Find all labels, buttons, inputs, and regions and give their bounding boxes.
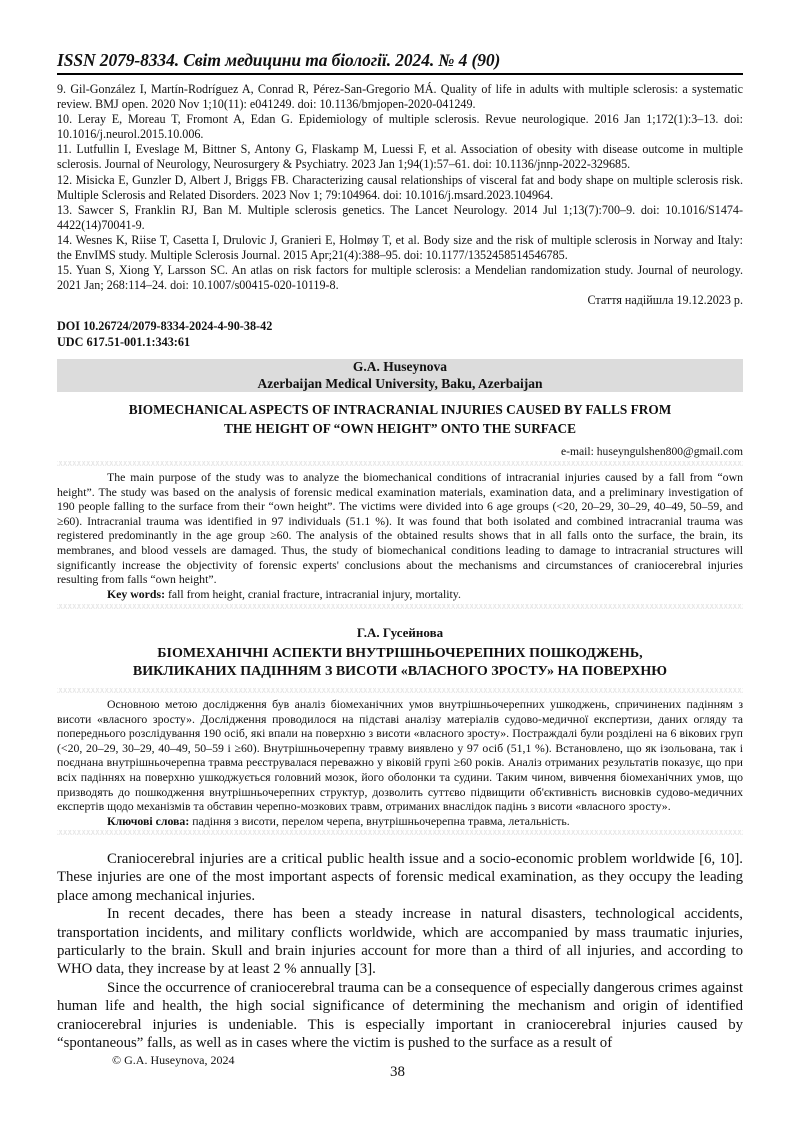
reference-item: 12. Misicka E, Gunzler D, Albert J, Briggs FB. Characterizing causal relationships of visceral fat and body shape on multiple sclerosis risk. Multiple Sclerosis and Related Disorders. 2023 Nov 1; 79:104964. doi: 10.1016/j.msard.2023.104964. [57,172,743,202]
body-paragraph: Since the occurrence of craniocerebral trauma can be a consequence of especially dangerous crimes against human life and health, the high social significance of determining the mechanism and origin of identified craniocerebral injuries is undeniable. This is especially important in craniocerebral injuries caused by “spontaneous” falls, as well as in cases where the victim is pushed to the surface as a result of [57,979,743,1052]
title-line: ВИКЛИКАНИХ ПАДІННЯМ З ВИСОТИ «ВЛАСНОГО ЗРОСТУ» НА ПОВЕРХНЮ [132,663,668,679]
doi-block [57,319,272,350]
abstract-text: Основною метою дослідження був аналіз біомеханічних умов внутрішньочерепних ушкоджень, спричинених падінням з висоти «власного зросту». Дослідження проводилося на підставі аналізу матеріалів судово-медичної експертизи, даних огляду та попереднього розслідування 190 осіб, які впали на поверхню з висоти «власного зросту». Постраждалі були розділені на 6 вікових груп (<20, 20–29, 30–29, 40–49, 50–59 і ≥60). Внутрішньочерепну травму виявлено у 97 осіб (51,1 %). Встановлено, що як ізольована, так і поєднана внутрішньочерепна травма реєструвалася переважно у віковій групі ≥60 років. Аналіз отриманих результатів показує, що при всіх падіннях на поверхню ушкоджується головний мозок, його оболонки та судини. Таким чином, вивчення біомеханічних умов, що призводять до пошкодження внутрішньочерепних структур, дозволить суттєво підвищити об'єктивність висновків судово-медичних експертів щодо механізмів та обставин черепно-мозкових травм, отриманих внаслідок падінь з висоти «власного зросту». [57,697,743,814]
article-title-ua [57,645,743,680]
page-number: 38 [390,1064,405,1080]
journal-header: ISSN 2079-8334. Світ медицини та біології. 2024. № 4 (90) [57,50,743,75]
udc: UDC 617.51-001.1:343:61 [57,334,191,349]
reference-item: 15. Yuan S, Xiong Y, Larsson SC. An atlas on risk factors for multiple sclerosis: a Mendelian randomization study. Journal of neurology. 2021 Jan; 268:114–24. doi: 10.1007/s00415-020-10119-8. [57,263,743,293]
reference-item: 14. Wesnes K, Riise T, Casetta I, Drulovic J, Granieri E, Holmøy T, et al. Body size and the risk of multiple sclerosis in Norway and Italy: the EnvIMS study. Multiple Sclerosis Journal. 2015 Apr;21(4):388–95. doi: 10.1177/1352458514546785. [57,232,743,263]
author-affiliation: Azerbaijan Medical University, Baku, Azerbaijan [257,375,543,391]
received-date: Стаття надійшла 19.12.2023 р. [587,293,743,308]
reference-item: 9. Gil-González I, Martín-Rodríguez A, Conrad R, Pérez-San-Gregorio MÁ. Quality of life in adults with multiple sclerosis: a systematic review. BMJ open. 2020 Nov 1;10(11): e041249. doi: 10.1136/bmjopen-2020-041249. [57,82,743,112]
copyright-notice: © G.A. Huseynova, 2024 [112,1053,235,1067]
keywords-label: Ключові слова: [107,813,190,828]
reference-item: 10. Leray E, Moreau T, Fromont A, Edan G. Epidemiology of multiple sclerosis. Revue neurologique. 2016 Jan 1;172(1):3–13. doi: 10.1016/j.neurol.2015.10.006. [57,112,743,142]
doi: DOI 10.26724/2079-8334-2024-4-90-38-42 [57,319,273,333]
separator-wave [57,461,743,466]
keywords-label: Key words: [107,586,165,601]
abstract-ua [57,697,743,828]
keywords-list: падіння з висоти, перелом черепа, внутрішньочерепна травма, летальність. [189,813,570,828]
separator-wave [57,688,743,693]
author-box [57,359,743,392]
title-line: THE HEIGHT OF “OWN HEIGHT” ONTO THE SURFACE [223,420,577,436]
title-line: БІОМЕХАНІЧНІ АСПЕКТИ ВНУТРІШНЬОЧЕРЕПНИХ ПОШКОДЖЕНЬ, [157,646,643,661]
body-paragraph: In recent decades, there has been a steady increase in natural disasters, technological accidents, transportation incidents, and military conflicts worldwide, which are accompanied by mass traumatic injuries, particularly to the brain. Skull and brain injuries account for more than a third of all injuries, and according to WHO data, they increase by at least 2 % annually [3]. [57,906,743,978]
author-email: e-mail: huseyngulshen800@gmail.com [561,445,743,458]
separator-wave [57,604,743,609]
title-line: BIOMECHANICAL ASPECTS OF INTRACRANIAL INJURIES CAUSED BY FALLS FROM [128,402,672,417]
reference-item: 11. Lutfullin I, Eveslage M, Bittner S, Antony G, Flaskamp M, Luessi F, et al. Association of obesity with disease outcome in multiple sclerosis. Journal of Neurology, Neurosurgery & Psychiatry. 2023 Jan 1;94(1):57–61. doi: 10.1136/jnnp-2022-329685. [57,142,743,172]
keywords-ua [57,814,743,829]
abstract-en [57,470,743,601]
keywords-en [57,587,743,602]
abstract-text: The main purpose of the study was to analyze the biomechanical conditions of intracranial injuries caused by a fall from “own height”. The study was based on the analysis of forensic medical examination materials, examination data, and a preliminary investigation of 190 people falling to the surface from their “own height”. The victims were divided into 6 age groups (<20, 20–29, 30–29, 40–49, 50–59, and ≥60). Intracranial trauma was identified in 97 individuals (51.1 %). It was found that both isolated and combined intracranial trauma was registered predominantly in the age group ≥60. The analysis of the obtained results shows that in all falls onto the surface, the brain, its membranes, and blood vessels are damaged. Thus, the study of biomechanical conditions leading to damage to intracranial structures will significantly increase the objectivity of forensic experts' conclusions about the mechanisms and circumstances of craniocerebral injuries resulting from falls “own height”. [57,470,743,587]
article-title-en [57,401,743,438]
separator-wave [57,830,743,835]
article-body [57,850,743,1052]
author-name: G.A. Huseynova [352,359,448,374]
keywords-list: fall from height, cranial fracture, intracranial injury, mortality. [165,586,461,601]
body-paragraph: Craniocerebral injuries are a critical public health issue and a socio-economic problem worldwide [6, 10]. These injuries are one of the most important aspects of forensic medical examination, as they occupy the leading place among mechanical injuries. [57,851,743,904]
reference-list [57,82,743,308]
author-name-ua: Г.А. Гусейнова [356,625,444,640]
reference-item: 13. Sawcer S, Franklin RJ, Ban M. Multiple sclerosis genetics. The Lancet Neurology. 2014 Jul 1;13(7):700–9. doi: 10.1016/S1474-4422(14)70041-9. [57,202,743,232]
